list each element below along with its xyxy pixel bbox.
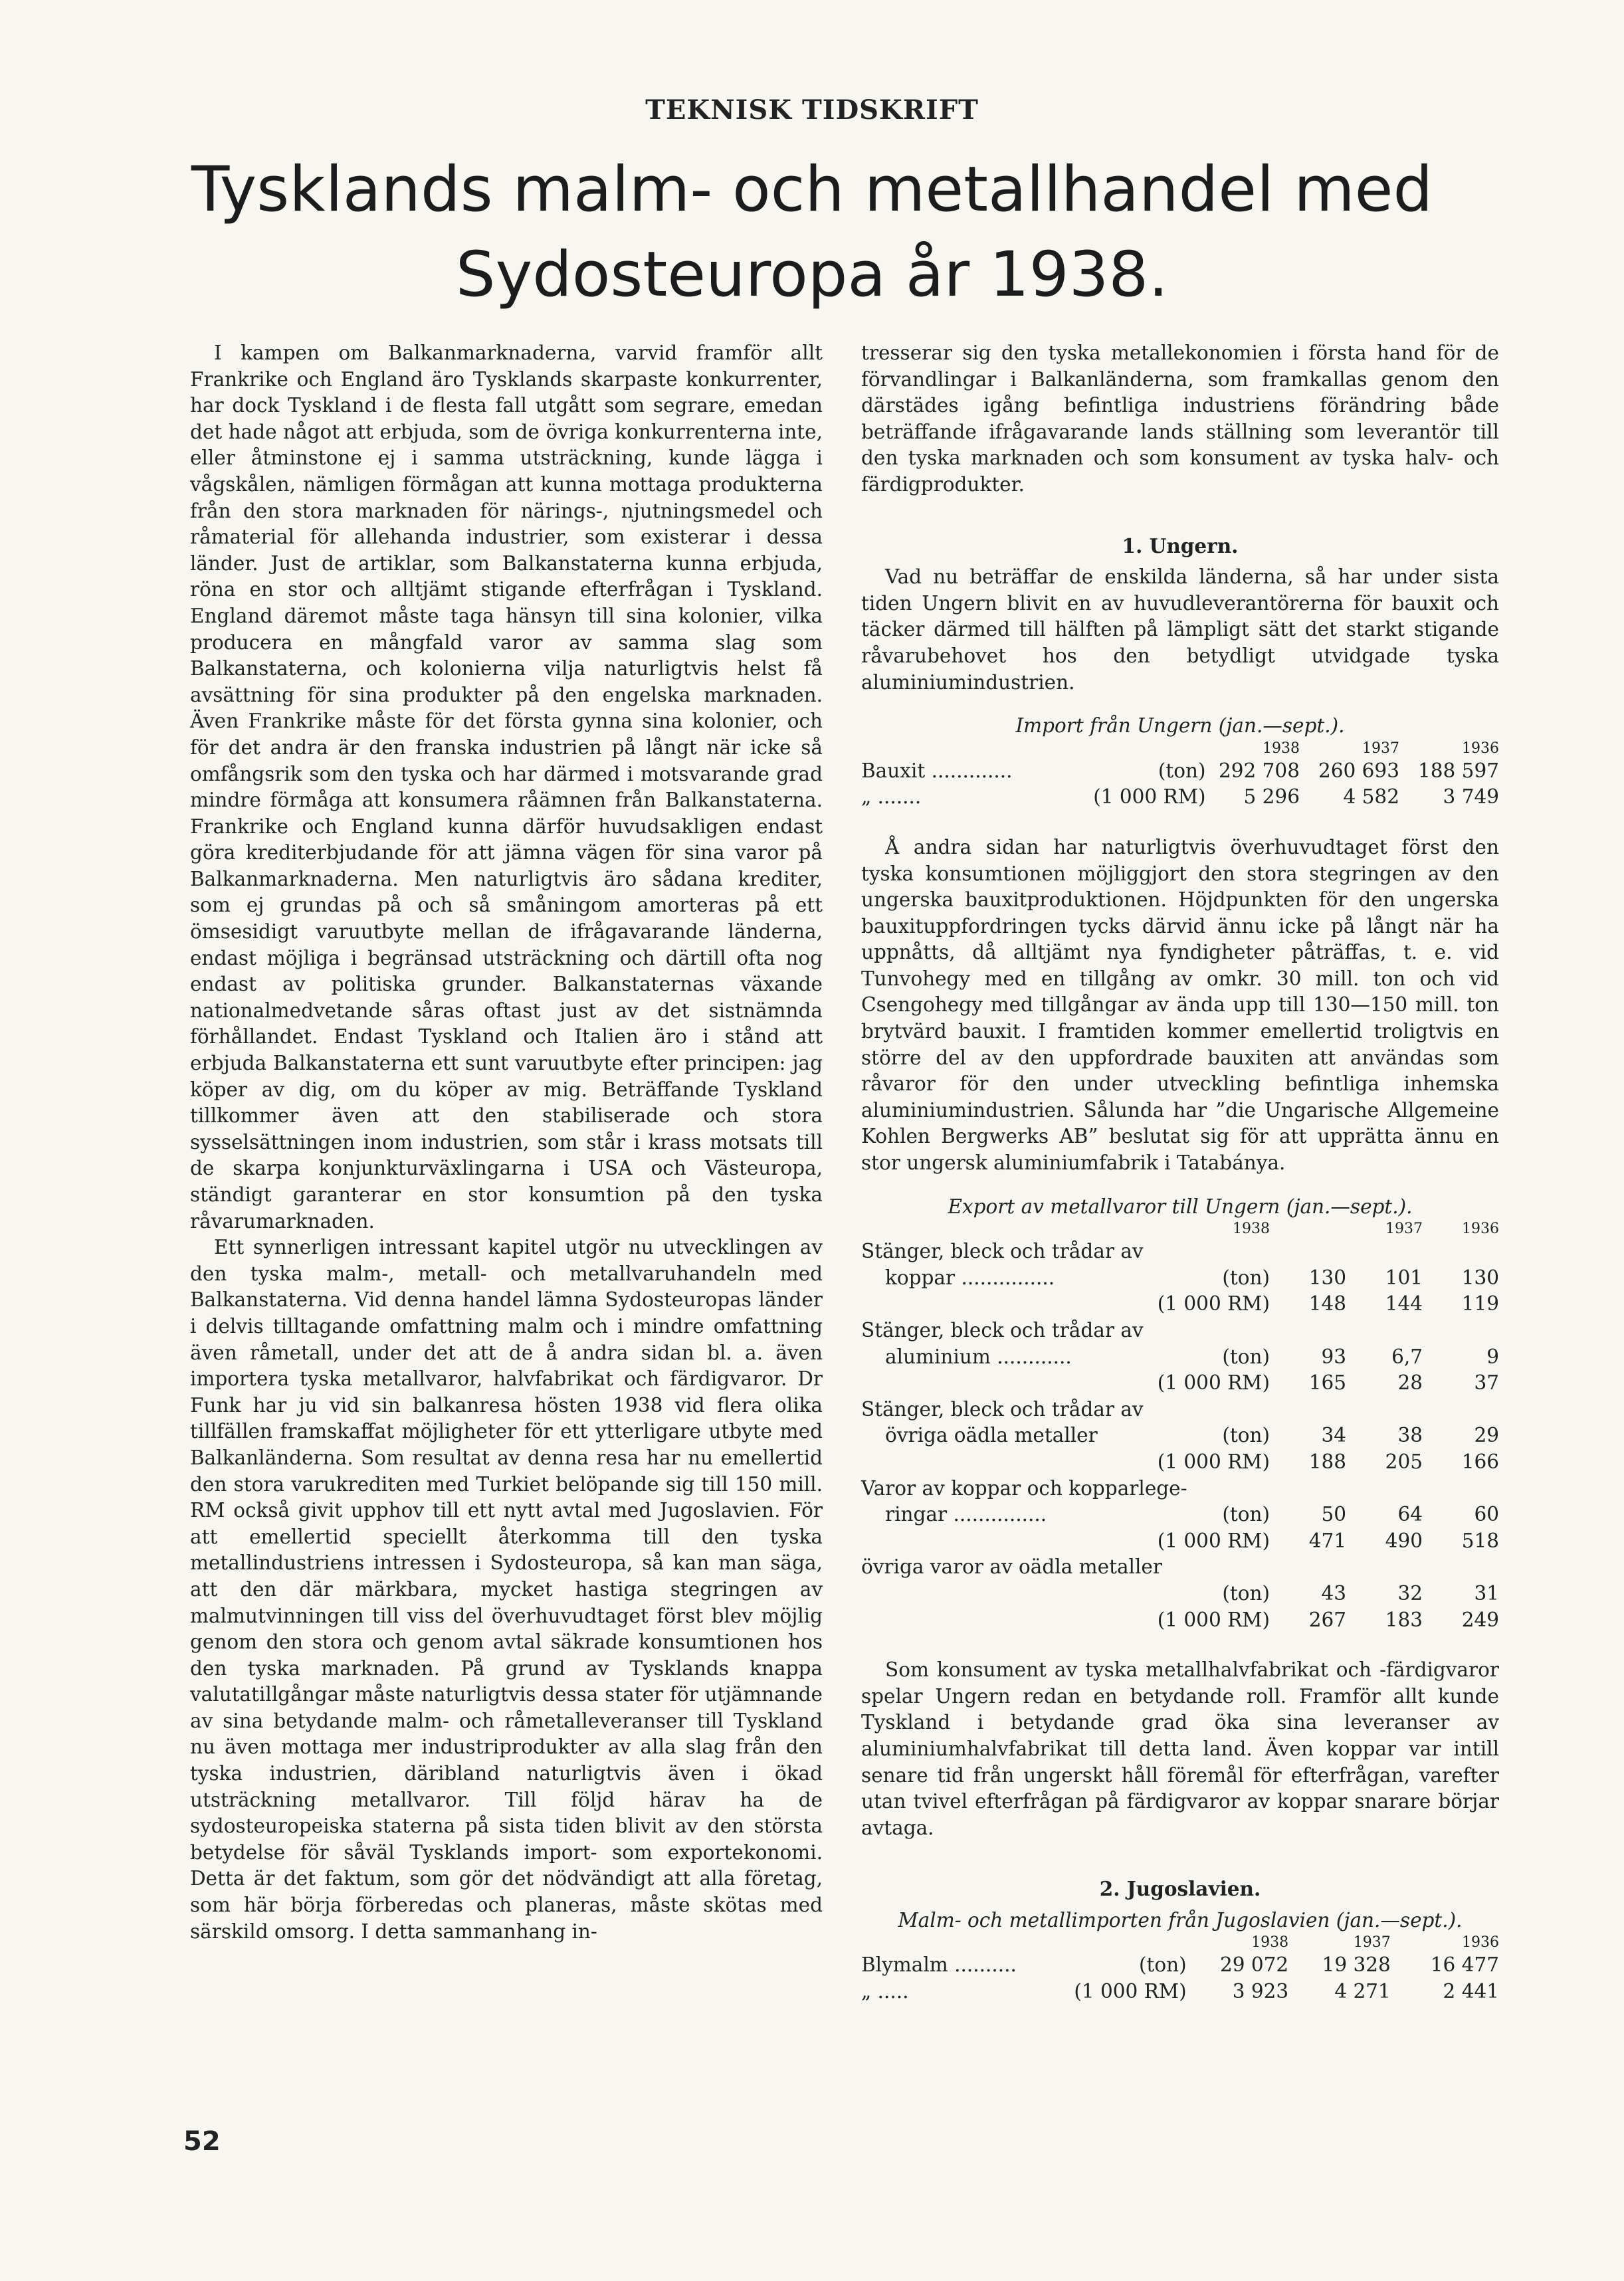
cell: 5 296 [1243,785,1300,809]
cell: 50 [1321,1503,1346,1526]
row-label: ringar ............... [885,1503,1047,1526]
cell: 188 597 [1418,759,1499,782]
table-year-row [861,740,1499,758]
year-header: 1937 [1362,740,1399,757]
table-row [861,1291,1499,1318]
row-label: Bauxit ............. [861,759,1013,782]
year-header: 1938 [1262,740,1300,757]
cell: 93 [1321,1345,1346,1368]
cell: 188 [1308,1450,1346,1473]
cell: 518 [1461,1529,1499,1552]
table-row [861,1318,1499,1344]
cell: 144 [1385,1292,1423,1316]
row-label: aluminium ............ [885,1345,1072,1368]
import-table-jugoslavien [861,1934,1499,2005]
row-unit: (ton) [1138,1953,1187,1977]
cell: 165 [1308,1371,1346,1395]
cell: 267 [1308,1608,1346,1631]
row-label: Stänger, bleck och trådar av [861,1397,1144,1421]
year-header: 1938 [1251,1934,1289,1951]
row-unit: (1 000 RM) [1157,1292,1270,1316]
row-label: övriga varor av oädla metaller [861,1555,1162,1579]
cell: 101 [1385,1266,1423,1289]
cell: 4 582 [1343,785,1399,809]
cell: 471 [1308,1529,1346,1552]
cell: 292 708 [1218,759,1300,782]
year-header: 1937 [1385,1221,1423,1238]
cell: 43 [1321,1581,1346,1605]
table-row [861,1528,1499,1555]
paragraph: Som konsument av tyska metallhalvfabrikat och -färdigvaror spelar Ungern redan en betydande roll. Framför allt kunde Tyskland i betydande grad öka sina leveranser av aluminiumhalvfabrikat till detta land. Även koppar var intill senare tid från ungerskt håll föremål för efterfrågan, varefter utan tvivel efterfrågan på färdigvaror av koppar snarare börjar avtaga. [861,1658,1499,1839]
row-label: Varor av koppar och kopparlege- [861,1476,1187,1500]
cell: 3 749 [1443,785,1499,809]
year-header: 1936 [1462,1934,1499,1951]
table-row [861,1476,1499,1502]
table-row [861,1502,1499,1528]
cell: 3 923 [1232,1980,1289,2003]
row-unit: (ton) [1222,1345,1270,1368]
table-caption: Import från Ungern (jan.—sept.). [1015,714,1345,738]
paragraph: Å andra sidan har naturligtvis överhuvudtaget först den tyska konsumtionen möjliggjort den stora stegringen av den ungerska bauxitproduktionen. Höjdpunkten för den ungerska bauxituppfordringen tycks därvid ännu icke på långt när ha uppnåtts, då alltjämt nya fyndigheter påträffas, t. e. vid Tunvohegy med en tillgång av omkr. 30 mill. ton och vid Csengohegy med tillgångar av ända upp till 130—150 mill. ton brytvärd bauxit. I framtiden kommer emellertid troligtvis en större del av den uppfordrade bauxiten att användas som råvaror för den under utveckling befintliga inhemska aluminiumindustrien. Sålunda har ”die Ungarische Allgemeine Kohlen Bergwerks AB” beslutat sig för att upprätta ännu en stor ungersk aluminiumfabrik i Tatabánya. [861,835,1499,1175]
cell: 29 [1474,1424,1499,1447]
cell: 9 [1486,1345,1499,1368]
table-row [861,1554,1499,1581]
row-unit: (ton) [1222,1424,1270,1447]
cell: 60 [1474,1503,1499,1526]
export-table-ungern [861,1220,1499,1633]
cell: 31 [1474,1581,1499,1605]
cell: 148 [1308,1292,1346,1316]
cell: 6,7 [1391,1345,1423,1368]
cell: 183 [1385,1608,1423,1631]
cell: 490 [1385,1529,1423,1552]
row-unit: (ton) [1222,1581,1270,1605]
row-unit: (ton) [1158,759,1206,782]
table-row [861,1397,1499,1423]
row-label: koppar ............... [885,1266,1055,1289]
year-header: 1937 [1353,1934,1391,1951]
cell: 130 [1461,1266,1499,1289]
year-header: 1938 [1233,1221,1270,1238]
cell: 205 [1385,1450,1423,1473]
paragraph: Vad nu beträffar de enskilda länderna, så har under sista tiden Ungern blivit en av huvudleverantörerna för bauxit och täcker därmed till hälften på lämpligt sätt det starkt stigande råvarubehovet hos den betydligt utvidgade tyska aluminiumindustrien. [861,565,1499,694]
title-line-1: Tysklands malm- och metallhandel med [191,153,1433,226]
cell: 37 [1474,1371,1499,1395]
table-row [861,1607,1499,1634]
row-unit: (1 000 RM) [1157,1450,1270,1473]
table-caption: Malm- och metallimporten från Jugoslavien (jan.—sept.). [898,1908,1463,1932]
table-row [861,1370,1499,1397]
cell: 130 [1308,1266,1346,1289]
paragraph: Ett synnerligen intressant kapitel utgör nu utvecklingen av den tyska malm-, metall- och metallvaruhandeln med Balkanstaterna. Vid denna handel lämna Sydosteuropas länder i delvis tilltagande omfattning malm och i mindre omfattning även råmetall, under det att de å andra sidan bl. a. även importera tyska metallvaror, halvfabrikat och färdigvaror. Dr Funk har ju vid sin balkanresa hösten 1938 vid flera olika tillfällen framskaffat möjligheter för ett ytterligare utbyte med Balkanländerna. Som resultat av denna resa har nu emellertid den stora varukrediten med Turkiet belöpande sig till 150 mill. RM också givit upphov till ett nytt avtal med Jugoslavien. För att emellertid speciellt återkomma till den tyska metallindustriens intressen i Sydosteuropa, så kan man säga, att den där märkbara, mycket hastiga stegringen av malmutvinningen till viss del överhuvudtaget först blev möjlig genom den stora och genom avtal säkrade konsumtionen hos den tyska marknaden. På grund av Tysklands knappa valutatillgångar måste naturligtvis dessa stater för utjämnande av sina betydande malm- och råmetalleveranser till Tyskland nu även mottaga mer industriprodukter av alla slag från den tyska industrien, däribland naturligtvis även i ökad utsträckning metallvaror. Till följd härav ha de sydosteuropeiska staterna på sista tiden blivit av den största betydelse för såväl Tysklands import- som exportekonomi. Detta är det faktum, som gör det nödvändigt att alla företag, som här börja förberedas och planeras, måste skötas med särskild omsorg. I detta sammanhang in- [190,1236,823,1943]
cell: 16 477 [1430,1953,1499,1977]
cell: 64 [1397,1503,1423,1526]
table-row [861,1239,1499,1265]
row-unit: (1 000 RM) [1157,1608,1270,1631]
cell: 249 [1461,1608,1499,1631]
row-label [861,1581,1158,1607]
cell: 119 [1461,1292,1499,1316]
table-year-row [861,1934,1499,1952]
row-label: Stänger, bleck och trådar av [861,1319,1144,1341]
table-row [861,1979,1499,2005]
table-row [861,1423,1499,1449]
article-title [106,148,1518,318]
right-column [861,340,1499,2005]
cell: 4 271 [1334,1980,1391,2003]
row-label: övriga oädla metaller [885,1424,1098,1447]
row-label: „ ..... [861,1980,909,2003]
row-unit: (1 000 RM) [1157,1529,1270,1552]
paragraph: I kampen om Balkanmarknaderna, varvid framför allt Frankrike och England äro Tysklands skarpaste konkurrenter, har dock Tyskland i de flesta fall utgått som segrare, emedan det hade något att erbjuda, som de övriga konkurrenterna inte, eller åtminstone ej i samma utsträckning, kunde lägga i vågskålen, nämligen förmågan att kunna mottaga produkterna från den stora marknaden för närings-, njutningsmedel och råmaterial för allehanda industrier, som existerar i dessa länder. Just de artiklar, som Balkanstaterna kunna erbjuda, röna en stor och alltjämt stigande efterfrågan i Tyskland. England däremot måste taga hänsyn till sina kolonier, vilka producera en mångfald varor av samma slag som Balkanstaterna, och kolonierna vilja naturligtvis helst få avsättning för sina produkter på den engelska marknaden. Även Frankrike måste för det första gynna sina kolonier, och för det andra är den franska industrien på långt när icke så omfångsrik som den tyska och har därmed i motsvarande grad mindre förmåga att konsumera råämnen från Balkanstaterna. Frankrike och England kunna därför huvudsakligen endast göra krediterbjudande för att jämna vägen för sina varor på Balkanmarknaderna. Men naturligtvis äro sådana krediter, som ej grundas på och så småningom amorteras på ett ömsesidigt varuutbyte mellan de ifrågavarande länderna, endast möjliga i begränsad utsträckning och därtill ofta nog endast av politiska grunder. Balkanstaternas växande nationalmedvetande såras oftast just av det sistnämnda förhållandet. Endast Tyskland och Italien äro i stånd att erbjuda Balkanstaterna ett sunt varuutbyte efter principen: jag köper av dig, om du köper av mig. Beträffande Tyskland tillkommer även att den stabiliserade och stora sysselsättningen inom industrien, som står i krass motsats till de skarpa konjunkturväxlingarna i USA och Västeuropa, ständigt garanterar en stor konsumtion på den tyska råvarumarknaden. [190,342,823,1233]
cell: 260 693 [1318,759,1399,782]
cell: 19 328 [1322,1953,1391,1977]
page-number: 52 [183,2126,221,2157]
cell: 2 441 [1443,1980,1499,2003]
left-column [190,340,823,1945]
row-label: Stänger, bleck och trådar av [861,1240,1144,1263]
table-row [861,784,1499,811]
title-line-2: Sydosteuropa år 1938. [455,239,1169,311]
table-year-row [861,1220,1499,1239]
table-row [861,1265,1499,1292]
section-heading: 1. Ungern. [1122,534,1239,557]
row-unit: (1 000 RM) [1157,1371,1270,1395]
table-row [861,1449,1499,1476]
paragraph: tresserar sig den tyska metallekonomien i första hand för de förvandlingar i Balkanländerna, som framkallas genom den därstädes igång befintliga industriens förändring både beträffande ifrågavarande lands ställning som leverantör till den tyska marknaden och som konsument av tyska halv- och färdigprodukter. [861,342,1499,496]
year-header: 1936 [1462,740,1499,757]
table-row [861,1581,1499,1607]
row-unit: (1 000 RM) [1093,785,1206,809]
table-caption: Export av metallvaror till Ungern (jan.—sept.). [948,1195,1413,1218]
cell: 38 [1397,1424,1423,1447]
row-label: Blymalm .......... [861,1953,1017,1977]
cell: 29 072 [1219,1953,1289,1977]
masthead: TEKNISK TIDSKRIFT [645,94,979,126]
table-row [861,1344,1499,1371]
cell: 28 [1397,1371,1423,1395]
cell: 166 [1461,1450,1499,1473]
year-header: 1936 [1462,1221,1499,1238]
import-table-ungern [861,740,1499,811]
row-unit: (1 000 RM) [1074,1980,1187,2003]
table-row [861,1952,1499,1979]
row-label: „ ....... [861,785,922,809]
cell: 34 [1321,1424,1346,1447]
section-heading: 2. Jugoslavien. [1099,1877,1261,1901]
cell: 32 [1397,1581,1423,1605]
row-unit: (ton) [1222,1266,1270,1289]
row-unit: (ton) [1222,1503,1270,1526]
table-row [861,758,1499,785]
